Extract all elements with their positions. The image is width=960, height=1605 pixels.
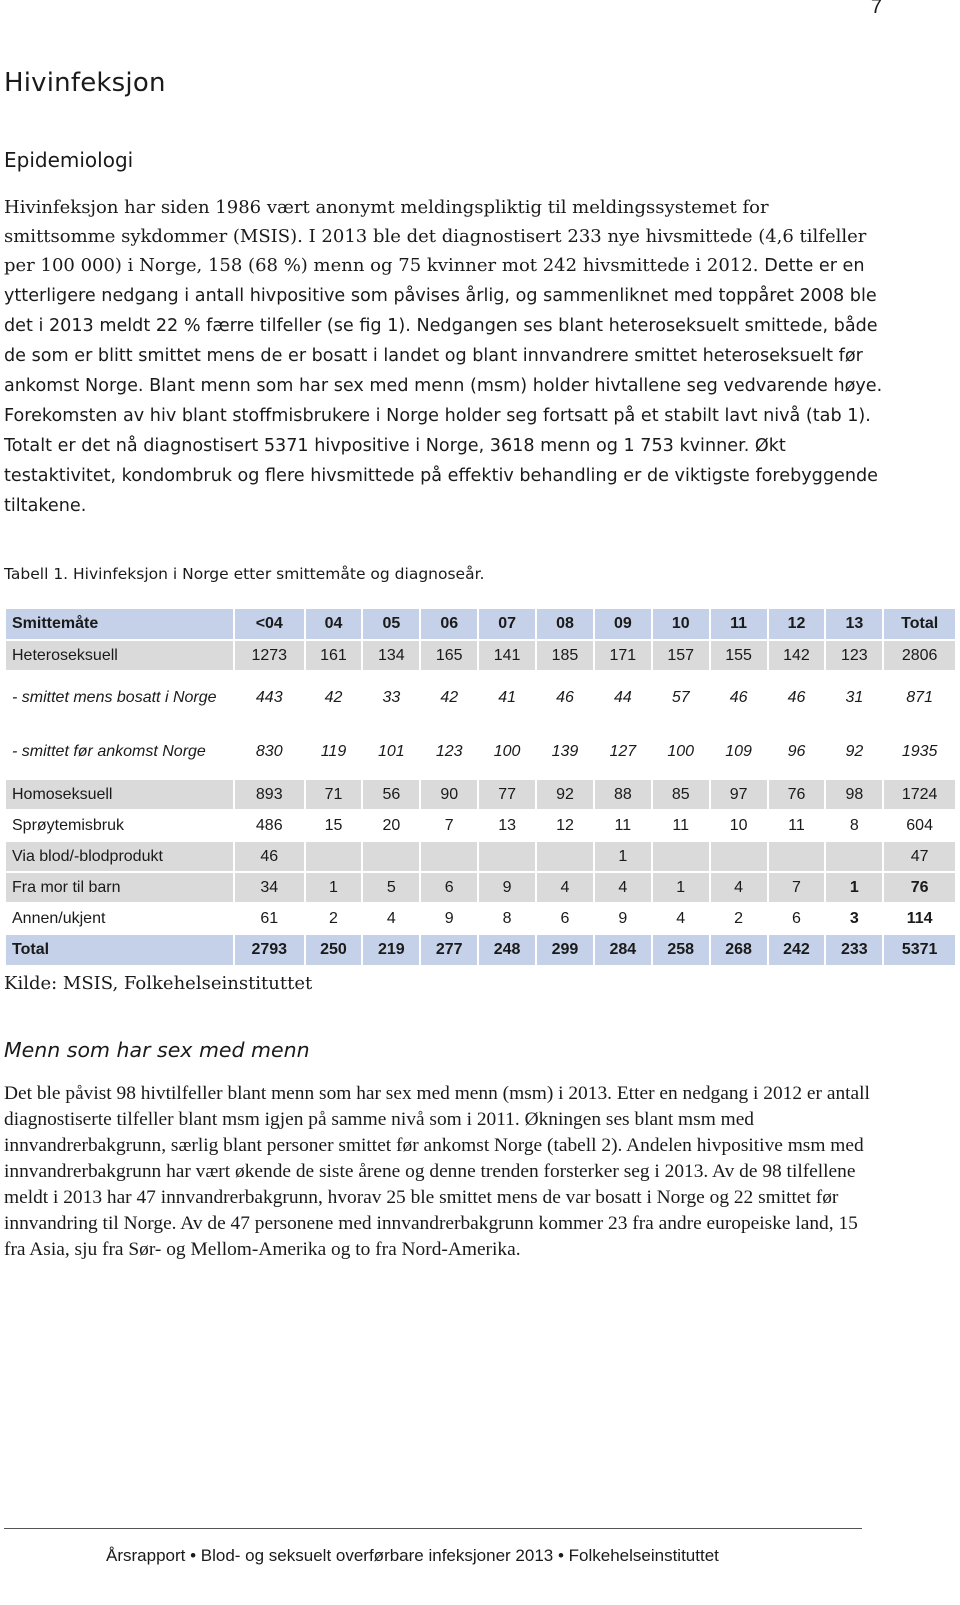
header-cell: 09 — [594, 608, 652, 640]
table-cell: 443 — [234, 671, 305, 725]
table-row — [5, 810, 956, 841]
table-cell: 4 — [536, 872, 594, 903]
table-cell: 46 — [768, 671, 826, 725]
table-cell: 1 — [305, 872, 363, 903]
header-cell: 04 — [305, 608, 363, 640]
table-row — [5, 725, 956, 779]
subheading: Menn som har sex med menn — [4, 1038, 310, 1062]
table-cell: 2806 — [883, 640, 956, 671]
table-cell — [420, 841, 478, 872]
table-cell: 46 — [710, 671, 768, 725]
table-cell — [768, 841, 826, 872]
table-cell: 893 — [234, 779, 305, 810]
table-cell: 171 — [594, 640, 652, 671]
table-cell: 4 — [362, 903, 420, 934]
table-source: Kilde: MSIS, Folkehelseinstituttet — [4, 973, 313, 994]
table-cell: 114 — [883, 903, 956, 934]
table-cell: 299 — [536, 934, 594, 966]
header-cell: 08 — [536, 608, 594, 640]
table-cell: 77 — [478, 779, 536, 810]
table-cell: 12 — [536, 810, 594, 841]
table-cell: 1724 — [883, 779, 956, 810]
table-cell: 604 — [883, 810, 956, 841]
table-cell: 1 — [652, 872, 710, 903]
table-cell: 46 — [536, 671, 594, 725]
table-header-row — [5, 608, 956, 640]
table-cell: 7 — [420, 810, 478, 841]
table-cell — [710, 841, 768, 872]
table-cell: 33 — [362, 671, 420, 725]
table-cell: 127 — [594, 725, 652, 779]
table-cell: 1 — [825, 872, 883, 903]
table-cell: 71 — [305, 779, 363, 810]
table-cell: 88 — [594, 779, 652, 810]
table-cell: - smittet før ankomst Norge — [5, 725, 234, 779]
table-cell: 139 — [536, 725, 594, 779]
table-cell: - smittet mens bosatt i Norge — [5, 671, 234, 725]
table-caption: Tabell 1. Hivinfeksjon i Norge etter smittemåte og diagnoseår. — [4, 565, 485, 583]
table-cell: 100 — [478, 725, 536, 779]
table-cell: 7 — [768, 872, 826, 903]
table-cell: 141 — [478, 640, 536, 671]
table-cell — [652, 841, 710, 872]
table-cell: 42 — [420, 671, 478, 725]
table-cell: 4 — [710, 872, 768, 903]
table-row — [5, 779, 956, 810]
table-cell: 4 — [594, 872, 652, 903]
table-cell: Total — [5, 934, 234, 966]
table-cell: 2 — [710, 903, 768, 934]
table-cell: 486 — [234, 810, 305, 841]
table-cell: 134 — [362, 640, 420, 671]
table-cell: 258 — [652, 934, 710, 966]
table-cell: 871 — [883, 671, 956, 725]
table-row — [5, 640, 956, 671]
page-footer: Årsrapport • Blod- og seksuelt overførbare infeksjoner 2013 • Folkehelseinstituttet — [106, 1546, 719, 1565]
table-cell: 161 — [305, 640, 363, 671]
table-cell: 123 — [420, 725, 478, 779]
table-cell: 6 — [536, 903, 594, 934]
table-cell: 56 — [362, 779, 420, 810]
table-cell: 85 — [652, 779, 710, 810]
header-cell: 11 — [710, 608, 768, 640]
table-cell: 98 — [825, 779, 883, 810]
hiv-table — [4, 607, 957, 967]
table-cell: 233 — [825, 934, 883, 966]
table-cell: 830 — [234, 725, 305, 779]
table-cell: 6 — [768, 903, 826, 934]
table-cell: Via blod/-blodprodukt — [5, 841, 234, 872]
table-cell — [825, 841, 883, 872]
header-cell: Total — [883, 608, 956, 640]
table-row — [5, 903, 956, 934]
table-cell: 97 — [710, 779, 768, 810]
table-cell: 6 — [420, 872, 478, 903]
header-cell: 12 — [768, 608, 826, 640]
table-cell: 1273 — [234, 640, 305, 671]
table-cell: 11 — [768, 810, 826, 841]
table-cell: 90 — [420, 779, 478, 810]
table-cell: 119 — [305, 725, 363, 779]
table-cell: 4 — [652, 903, 710, 934]
table-cell: Homoseksuell — [5, 779, 234, 810]
table-cell: 2 — [305, 903, 363, 934]
table-cell: 248 — [478, 934, 536, 966]
table-cell — [536, 841, 594, 872]
table-total-row — [5, 934, 956, 966]
table-cell: 11 — [652, 810, 710, 841]
msm-paragraph: Det ble påvist 98 hivtilfeller blant menn som har sex med menn (msm) i 2013. Etter en nedgang i 2012 er antall diagnostiserte tilfeller blant msm igjen på samme nivå som i 2011. Økningen ses blant msm med innvandrerbakgrunn, særlig blant personer smittet før ankomst Norge (tabell 2). Andelen hivpositive msm med innvandrerbakgrunn har vært økende de siste årene og denne trenden forsterker seg i 2013. Av de 98 tilfellene meldt i 2013 har 47 innvandrerbakgrunn, hvorav 25 ble smittet mens de var bosatt i Norge og 22 smittet før innvandring til Norge. Av de 47 personene med innvandrerbakgrunn kommer 23 fra andre europeiske land, 15 fra Asia, sju fra Sør- og Mellom-Amerika og to fra Nord-Amerika. — [4, 1083, 870, 1260]
table-row — [5, 671, 956, 725]
table-cell: 284 — [594, 934, 652, 966]
table-cell: 15 — [305, 810, 363, 841]
table-cell — [362, 841, 420, 872]
header-cell: Smittemåte — [5, 608, 234, 640]
table-cell: 242 — [768, 934, 826, 966]
header-cell: 06 — [420, 608, 478, 640]
table-cell: 96 — [768, 725, 826, 779]
table-cell: 3 — [825, 903, 883, 934]
table-cell: 44 — [594, 671, 652, 725]
table-cell: 123 — [825, 640, 883, 671]
table-cell: 11 — [594, 810, 652, 841]
table-cell: 1935 — [883, 725, 956, 779]
table-cell: 5 — [362, 872, 420, 903]
header-cell: 05 — [362, 608, 420, 640]
header-cell: <04 — [234, 608, 305, 640]
table-cell: 57 — [652, 671, 710, 725]
table-cell: 76 — [768, 779, 826, 810]
page-title: Hivinfeksjon — [4, 68, 166, 98]
table-cell — [478, 841, 536, 872]
table-cell: 8 — [825, 810, 883, 841]
section-heading: Epidemiologi — [4, 148, 134, 172]
table-cell: 13 — [478, 810, 536, 841]
table-cell: 46 — [234, 841, 305, 872]
table-cell: 277 — [420, 934, 478, 966]
table-cell: 31 — [825, 671, 883, 725]
table-cell: Heteroseksuell — [5, 640, 234, 671]
table-cell: 9 — [478, 872, 536, 903]
table-cell: 34 — [234, 872, 305, 903]
table-cell: 109 — [710, 725, 768, 779]
table-cell: 100 — [652, 725, 710, 779]
table-cell: Annen/ukjent — [5, 903, 234, 934]
intro-paragraph-part2: Dette er en ytterligere nedgang i antall hivpositive som påvises årlig, og sammenliknet med toppåret 2008 ble det i 2013 meldt 22 % færre tilfeller (se fig 1). Nedgangen ses blant heteroseksuelt smittede, både de som er blitt smittet mens de er bosatt i landet og blant innvandrere smittet heteroseksuelt før ankomst Norge. Blant menn som har sex med menn (msm) holder hivtallene seg vedvarende høye. Forekomsten av hiv blant stoffmisbrukere i Norge holder seg fortsatt på et stabilt lavt nivå (tab 1). Totalt er det nå diagnostisert 5371 hivpositive i Norge, 3618 menn og 1 753 kvinner. Økt testaktivitet, kondombruk og flere hivsmittede på effektiv behandling er de viktigste forebyggende tiltakene. — [4, 256, 883, 516]
table-cell: 9 — [420, 903, 478, 934]
table-cell: 250 — [305, 934, 363, 966]
header-cell: 13 — [825, 608, 883, 640]
table-cell: 10 — [710, 810, 768, 841]
table-cell: 2793 — [234, 934, 305, 966]
table-row — [5, 872, 956, 903]
table-cell: 41 — [478, 671, 536, 725]
table-cell: 165 — [420, 640, 478, 671]
intro-paragraph — [4, 193, 884, 521]
table-cell: 142 — [768, 640, 826, 671]
table-cell: 185 — [536, 640, 594, 671]
table-cell: 101 — [362, 725, 420, 779]
table-cell: 219 — [362, 934, 420, 966]
header-cell: 07 — [478, 608, 536, 640]
table-cell: 20 — [362, 810, 420, 841]
table-cell: 9 — [594, 903, 652, 934]
table-cell: 157 — [652, 640, 710, 671]
table-cell: 268 — [710, 934, 768, 966]
table-cell: 92 — [536, 779, 594, 810]
table-cell: 5371 — [883, 934, 956, 966]
intro-paragraph-part1: Hivinfeksjon har siden 1986 vært anonymt meldingspliktig til meldingssystemet for smittsomme sykdommer (MSIS). I 2013 ble det diagnostisert 233 nye hivsmittede (4,6 tilfeller per 100 000) i Norge, 158 (68 %) menn og 75 kvinner mot 242 hivsmittede i 2012. — [4, 197, 867, 276]
table-cell: 61 — [234, 903, 305, 934]
table-cell: 155 — [710, 640, 768, 671]
page-number: 7 — [870, 0, 882, 18]
table-cell — [305, 841, 363, 872]
header-cell: 10 — [652, 608, 710, 640]
footer-divider — [4, 1528, 862, 1529]
table-cell: Fra mor til barn — [5, 872, 234, 903]
table-cell: Sprøytemisbruk — [5, 810, 234, 841]
table-cell: 8 — [478, 903, 536, 934]
table-cell: 92 — [825, 725, 883, 779]
table-cell: 47 — [883, 841, 956, 872]
table-cell: 1 — [594, 841, 652, 872]
table-cell: 42 — [305, 671, 363, 725]
table-row — [5, 841, 956, 872]
table-cell: 76 — [883, 872, 956, 903]
